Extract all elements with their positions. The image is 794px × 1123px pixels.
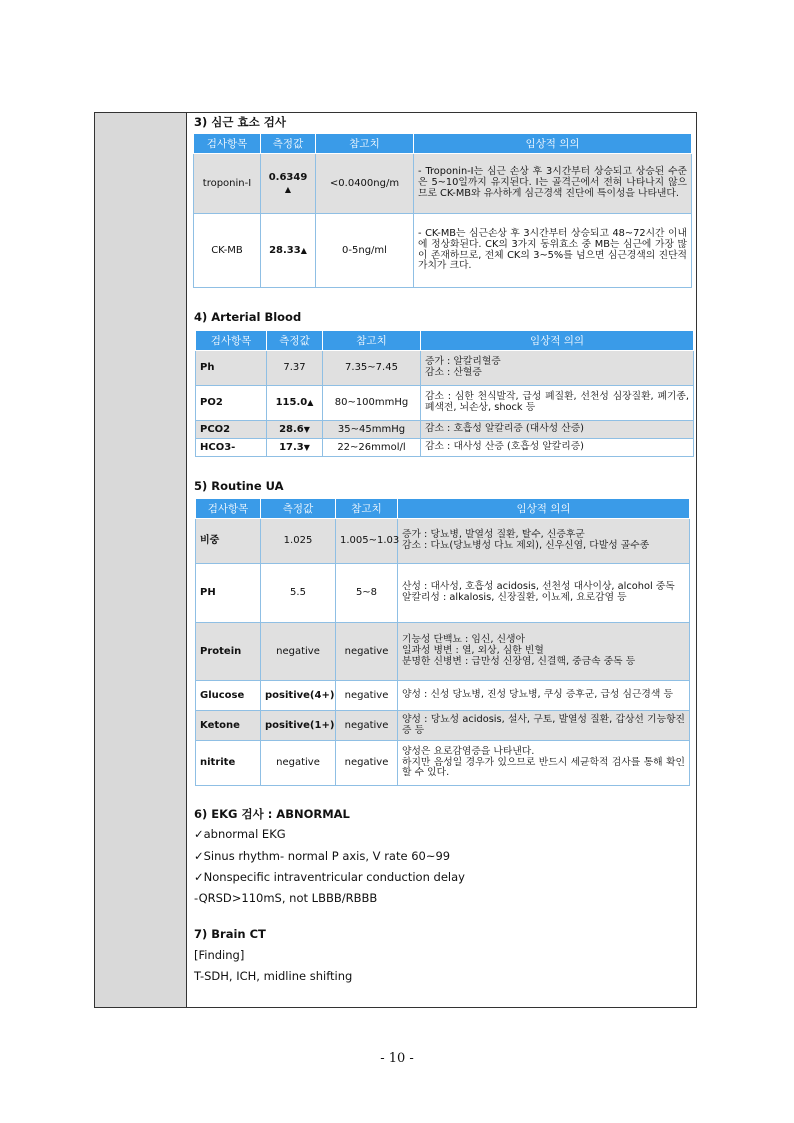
arrow-up-icon: ▲ <box>307 398 314 408</box>
section-4-title: 4) Arterial Blood <box>194 310 302 324</box>
ref-cell: negative <box>336 623 398 681</box>
item-cell: Ph <box>196 351 267 386</box>
col-header-value: 측정값 <box>261 499 336 519</box>
value-text: 0.6349 <box>268 172 308 184</box>
ref-cell: 1.005~1.03 <box>336 519 398 564</box>
arterial-blood-table <box>195 330 694 457</box>
ref-cell: 35~45mmHg <box>323 421 421 439</box>
table-row <box>194 154 692 214</box>
value-text: 17.3 <box>279 441 304 453</box>
value-cell <box>267 386 323 421</box>
value-cell <box>267 439 323 457</box>
item-cell: PO2 <box>196 386 267 421</box>
value-cell: negative <box>261 623 336 681</box>
value-cell <box>267 421 323 439</box>
value-cell <box>261 214 316 288</box>
table-row <box>196 439 694 457</box>
item-cell: Protein <box>196 623 261 681</box>
value-cell: 5.5 <box>261 564 336 623</box>
value-cell: 1.025 <box>261 519 336 564</box>
col-header-ref: 참고치 <box>336 499 398 519</box>
desc-cell: 감소 : 심한 천식발작, 급성 폐질환, 선천성 심장질환, 폐기종, 폐색전, 뇌손상, shock 등 <box>421 386 694 421</box>
col-header-significance: 임상적 의의 <box>398 499 690 519</box>
ekg-line: -QRSD>110mS, not LBBB/RBBB <box>194 891 378 905</box>
section-6-title: 6) EKG 검사 : ABNORMAL <box>194 807 350 821</box>
ref-cell: 0-5ng/ml <box>316 214 414 288</box>
desc-cell: - CK-MB는 심근손상 후 3시간부터 상승되고 48~72시간 이내에 정상화된다. CK의 3가지 동위효소 중 MB는 심근에 가장 많이 존재하므로, 전체 CK의 3~5%를 넘으면 심근경색의 진단적 가치가 크다. <box>414 214 692 288</box>
item-cell: PH <box>196 564 261 623</box>
table-header-row <box>196 499 690 519</box>
desc-cell: 양성 : 당뇨성 acidosis, 설사, 구토, 발열성 질환, 갑상선 기능항진증 등 <box>398 711 690 741</box>
value-cell <box>261 154 316 214</box>
arrow-up-icon: ▲ <box>284 184 292 194</box>
desc-cell: 양성 : 신성 당뇨병, 진성 당뇨병, 쿠싱 증후군, 급성 심근경색 등 <box>398 681 690 711</box>
item-cell: troponin-I <box>194 154 261 214</box>
value-cell: positive(4+) <box>261 681 336 711</box>
value-cell: positive(1+) <box>261 711 336 741</box>
cardiac-enzyme-table <box>193 133 692 288</box>
ct-finding-text: T-SDH, ICH, midline shifting <box>194 969 353 983</box>
ref-cell: 22~26mmol/l <box>323 439 421 457</box>
arrow-down-icon: ▼ <box>303 442 310 452</box>
arrow-down-icon: ▼ <box>303 424 310 434</box>
table-row <box>196 711 690 741</box>
col-header-ref: 참고치 <box>316 134 414 154</box>
col-header-item: 검사항목 <box>194 134 261 154</box>
desc-cell: 증가 : 알칼리혈증 감소 : 산혈증 <box>421 351 694 386</box>
value-text: 28.6 <box>279 423 304 435</box>
ref-cell: negative <box>336 741 398 786</box>
desc-cell: 양성은 요로감염증을 나타낸다. 하지만 음성일 경우가 있으므로 반드시 세균학적 검사를 통해 확인 할 수 있다. <box>398 741 690 786</box>
routine-ua-table <box>195 498 690 786</box>
value-cell: 7.37 <box>267 351 323 386</box>
ekg-line: ✓Nonspecific intraventricular conduction delay <box>194 870 465 884</box>
value-text: 28.33 <box>269 244 301 256</box>
table-row <box>196 623 690 681</box>
page-number: - 10 - <box>380 1051 414 1066</box>
ct-finding-label: [Finding] <box>194 948 245 962</box>
ref-cell: <0.0400ng/m <box>316 154 414 214</box>
desc-cell: 산성 : 대사성, 호흡성 acidosis, 선천성 대사이상, alcohol 중독 알칼리성 : alkalosis, 신장질환, 이뇨제, 요로감염 등 <box>398 564 690 623</box>
table-row <box>196 741 690 786</box>
table-row <box>196 386 694 421</box>
desc-cell: 감소 : 호흡성 알칼리증 (대사성 산증) <box>421 421 694 439</box>
ekg-line: ✓abnormal EKG <box>194 827 286 841</box>
table-header-row <box>196 331 694 351</box>
item-cell: PCO2 <box>196 421 267 439</box>
ref-cell: 5~8 <box>336 564 398 623</box>
col-header-value: 측정값 <box>267 331 323 351</box>
col-header-ref: 참고치 <box>323 331 421 351</box>
table-row <box>194 214 692 288</box>
table-row <box>196 519 690 564</box>
ref-cell: negative <box>336 711 398 741</box>
item-cell: Glucose <box>196 681 261 711</box>
desc-cell: 감소 : 대사성 산증 (호흡성 알칼리증) <box>421 439 694 457</box>
item-cell: 비중 <box>196 519 261 564</box>
col-header-item: 검사항목 <box>196 499 261 519</box>
table-row <box>196 564 690 623</box>
desc-cell: - Troponin-I는 심근 손상 후 3시간부터 상승되고 상승된 수준은 5~10일까지 유지된다. I는 골격근에서 전혀 나타나지 않으므로 CK-MB와 유사하게 심근경색 진단에 특이성을 나타낸다. <box>414 154 692 214</box>
item-cell: HCO3- <box>196 439 267 457</box>
item-cell: Ketone <box>196 711 261 741</box>
col-header-item: 검사항목 <box>196 331 267 351</box>
desc-cell: 기능성 단백뇨 : 임신, 신생아 일과성 병변 : 열, 외상, 심한 빈혈 분명한 신병변 : 급만성 신장염, 신결핵, 중금속 중독 등 <box>398 623 690 681</box>
ekg-line: ✓Sinus rhythm- normal P axis, V rate 60~99 <box>194 849 451 863</box>
ref-cell: 80~100mmHg <box>323 386 421 421</box>
ref-cell: 7.35~7.45 <box>323 351 421 386</box>
section-3-title: 3) 심근 효소 검사 <box>194 115 286 129</box>
col-header-significance: 임상적 의의 <box>421 331 694 351</box>
arrow-up-icon: ▲ <box>300 245 307 255</box>
col-header-value: 측정값 <box>261 134 316 154</box>
desc-cell: 증가 : 당뇨병, 발열성 질환, 탈수, 신증후군 감소 : 다뇨(당뇨병성 다뇨 제외), 신우신염, 다발성 골수종 <box>398 519 690 564</box>
section-5-title: 5) Routine UA <box>194 479 284 493</box>
item-cell: CK-MB <box>194 214 261 288</box>
table-header-row <box>194 134 692 154</box>
left-label-column <box>95 113 187 1007</box>
value-cell: negative <box>261 741 336 786</box>
table-row <box>196 421 694 439</box>
table-row <box>196 681 690 711</box>
section-7-title: 7) Brain CT <box>194 927 266 941</box>
col-header-significance: 임상적 의의 <box>414 134 692 154</box>
ref-cell: negative <box>336 681 398 711</box>
item-cell: nitrite <box>196 741 261 786</box>
value-text: 115.0 <box>275 397 308 409</box>
table-row <box>196 351 694 386</box>
